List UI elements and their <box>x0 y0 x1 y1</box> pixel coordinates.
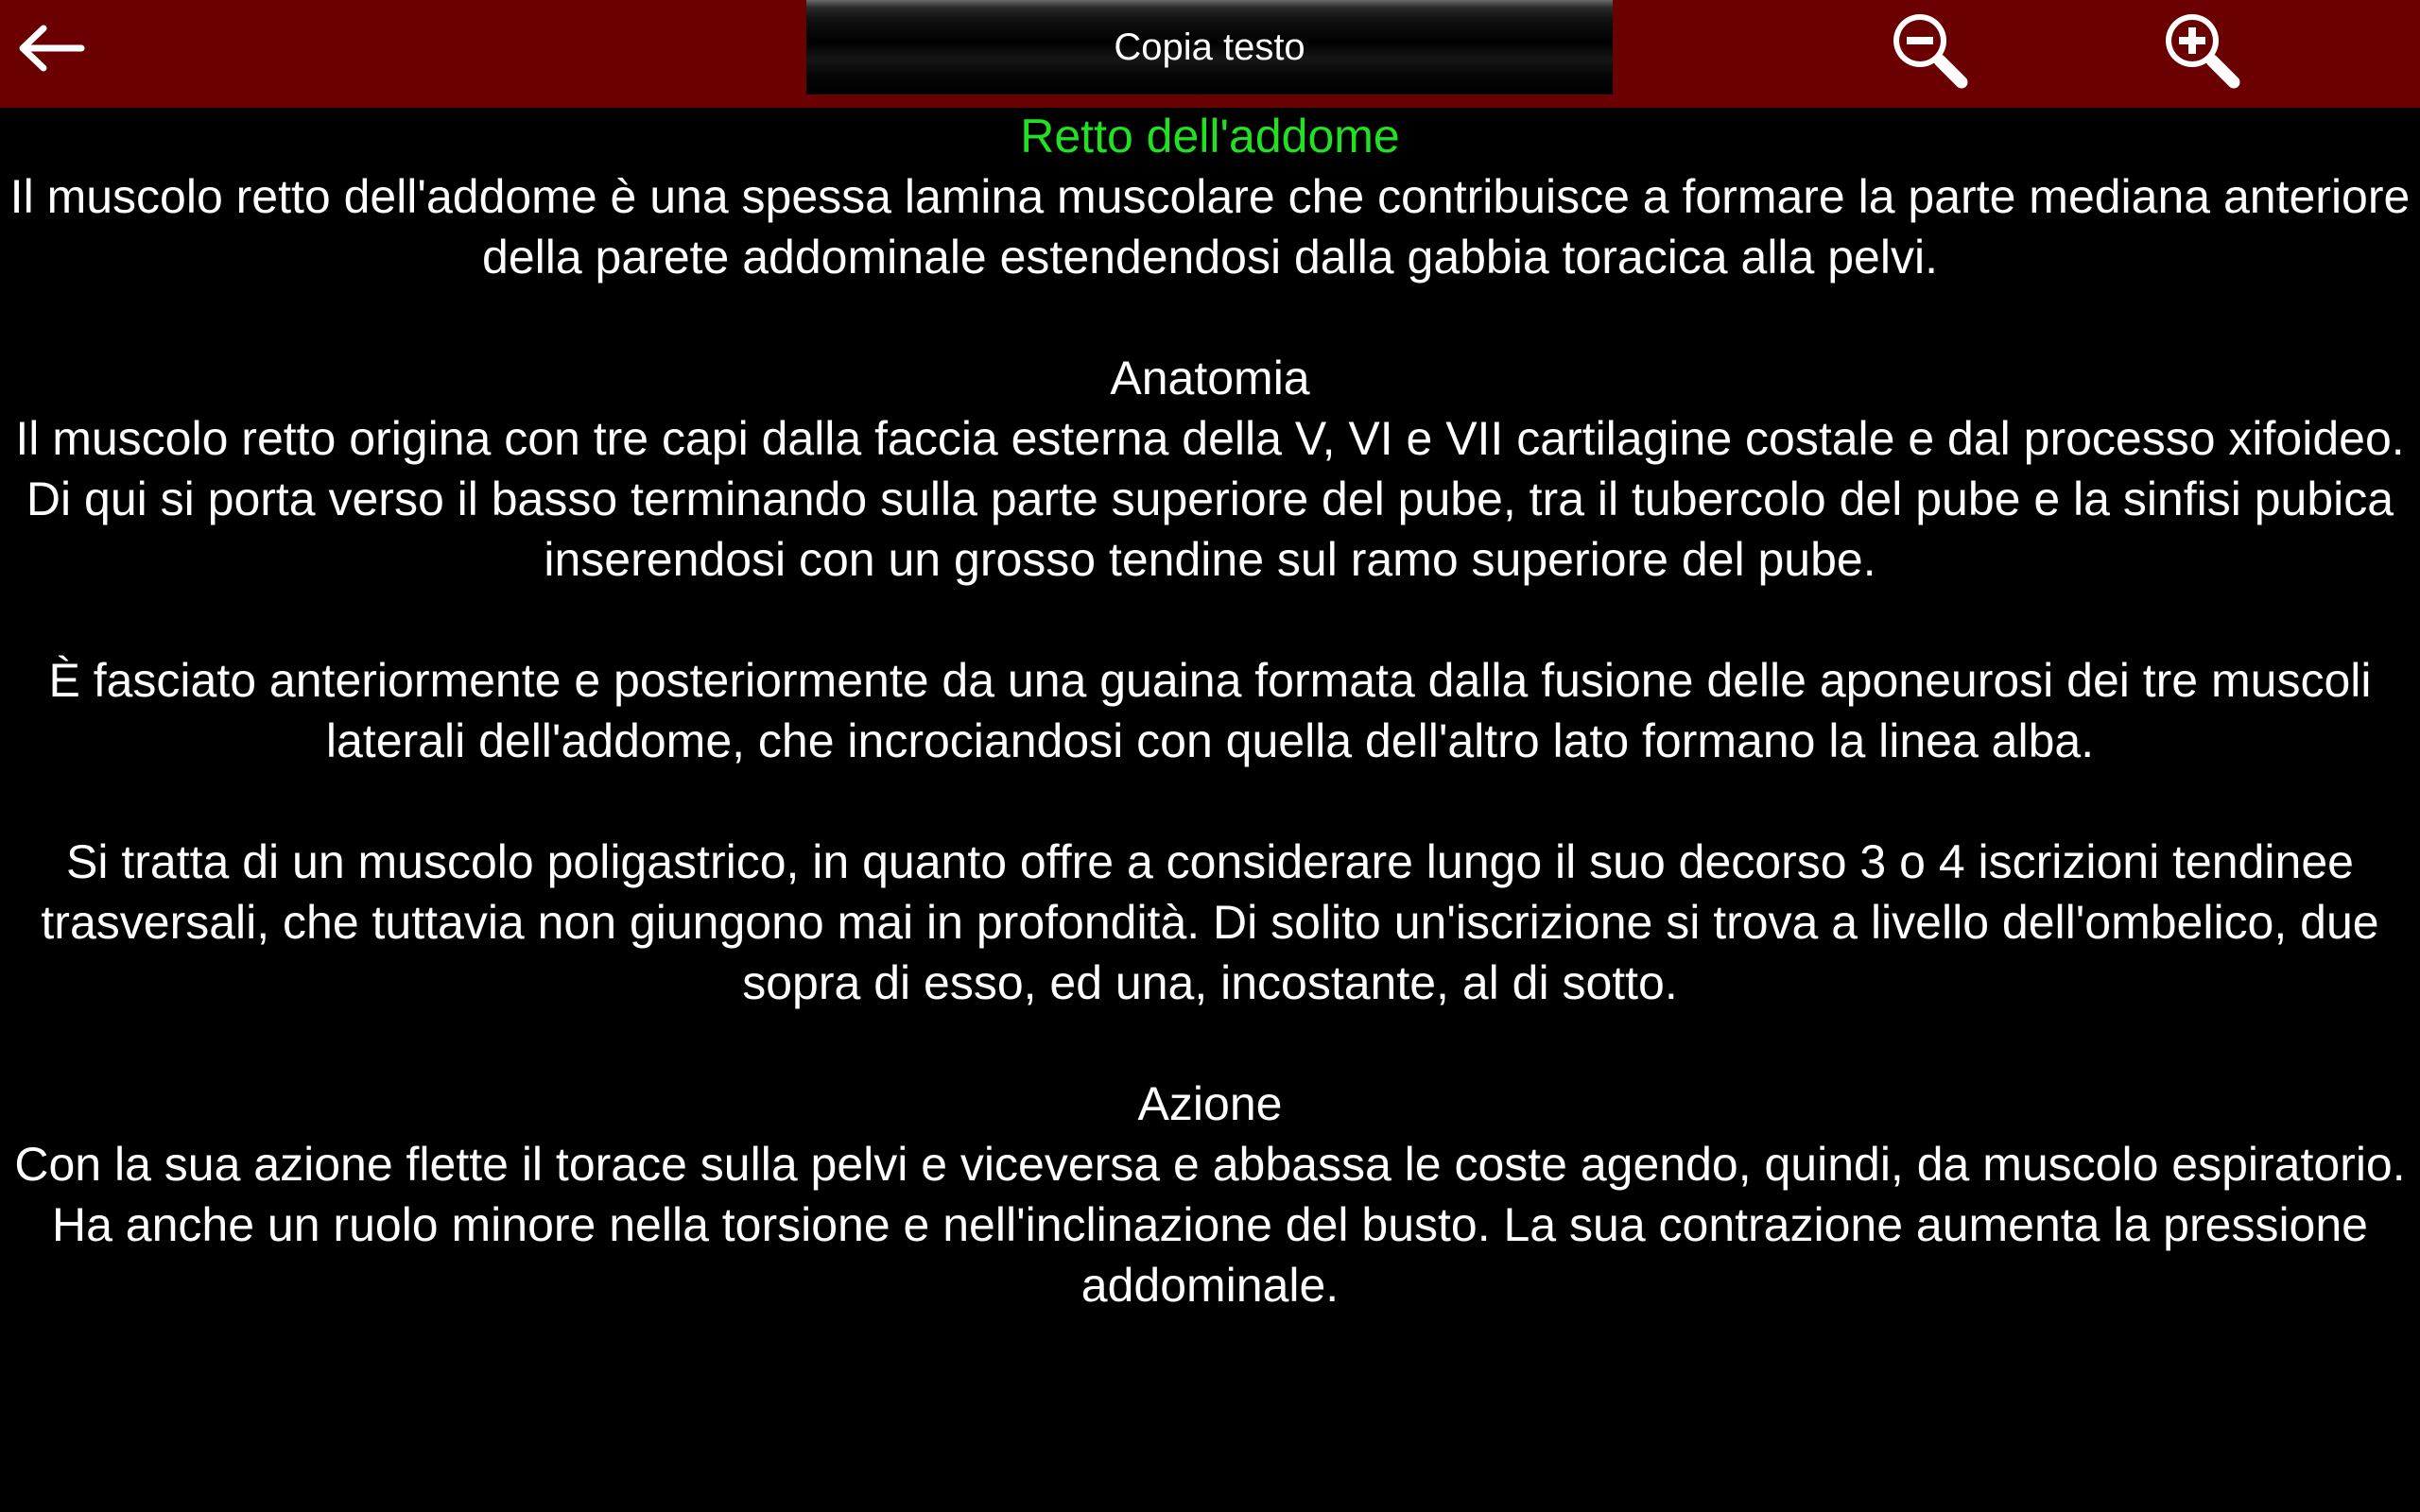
spacer <box>0 590 2420 650</box>
back-button[interactable] <box>9 16 91 80</box>
toolbar <box>0 0 2420 108</box>
zoom-out-icon <box>1888 9 1969 90</box>
zoom-out-button[interactable] <box>1885 6 1972 93</box>
copy-text-button[interactable] <box>806 0 1613 94</box>
spacer <box>0 1013 2420 1074</box>
arrow-left-icon <box>15 23 85 74</box>
article-content <box>0 106 2420 1315</box>
copy-text-label: Copia testo <box>1114 26 1305 68</box>
action-paragraph-1: Con la sua azione flette il torace sulla pelvi e viceversa e abbassa le coste agendo, quindi, da muscolo espiratorio. Ha anche un ruolo minore nella torsione e nell'inclinazione del busto. La sua contrazione aumenta la pressione addominale. <box>14 1138 2406 1312</box>
anatomy-heading: Anatomia <box>1110 352 1310 404</box>
anatomy-paragraph-1: Il muscolo retto origina con tre capi dalla faccia esterna della V, VI e VII cartilagine costale e dal processo xifoideo. Di qui si porta verso il basso terminando sulla parte superiore del pube, tra il tubercolo del pube e la sinfisi pubica inserendosi con un grosso tendine sul ramo superiore del pube. <box>15 412 2405 586</box>
spacer <box>0 287 2420 348</box>
anatomy-paragraph-3: Si tratta di un muscolo poligastrico, in quanto offre a considerare lungo il suo decorso 3 o 4 iscrizioni tendinee trasversali, che tuttavia non giungono mai in profondità. Di solito un'iscrizione si trova a livello dell'ombelico, due sopra di esso, ed una, incostante, al di sotto. <box>41 835 2379 1009</box>
anatomy-paragraph-2: È fasciato anteriormente e posteriormente da una guaina formata dalla fusione delle aponeurosi dei tre muscoli laterali dell'addome, che incrociandosi con quella dell'altro lato formano la linea alba. <box>48 654 2372 767</box>
zoom-in-icon <box>2160 9 2241 90</box>
intro-paragraph: Il muscolo retto dell'addome è una spessa lamina muscolare che contribuisce a formare la parte mediana anteriore della parete addominale estendendosi dalla gabbia toracica alla pelvi. <box>9 170 2411 284</box>
zoom-in-button[interactable] <box>2157 6 2244 93</box>
action-heading: Azione <box>1137 1077 1283 1130</box>
spacer <box>0 771 2420 832</box>
article-title: Retto dell'addome <box>1020 110 1400 163</box>
